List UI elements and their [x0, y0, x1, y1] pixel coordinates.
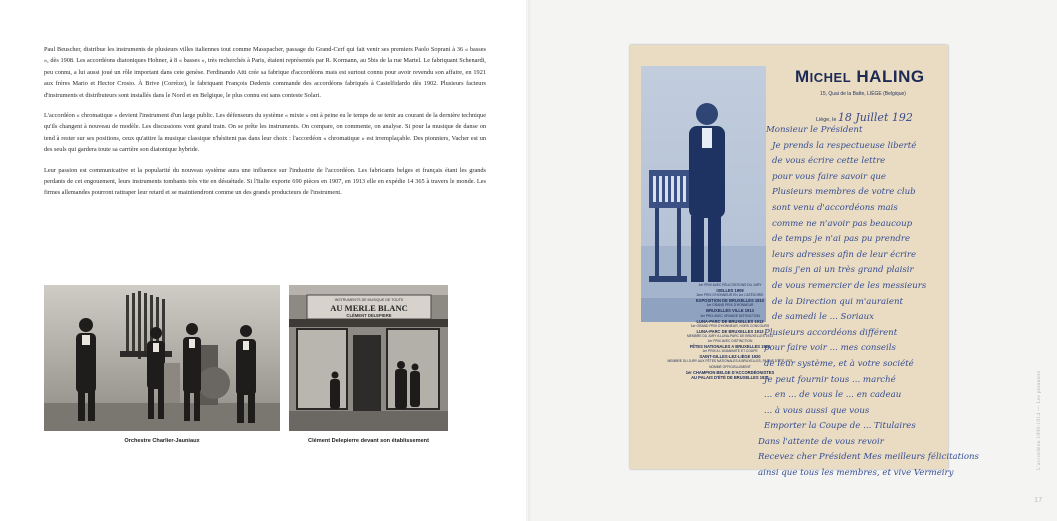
running-head: L'accordéon 1890-1914 — Les pionniers — [1036, 370, 1042, 470]
paragraph-3: Leur passion est communicative et la popularité du nouveau système aura une influence sur l'industrie de l'accordéon. Les fabricants belges et français étant les grands perdants de cet engouement, leurs instruments tombants très vite en désuétude. Si l'Italie exporte 690 pièces en 1907, en 1913 elle en expédie 14 365 à travers le monde. Les firmes allemandes pourront rattraper leur retard et se maintiendront comme un des grands producteurs de l'instrument. — [44, 166, 486, 197]
handwritten-line: mais j'en ai un très grand plaisir — [772, 265, 914, 276]
body-text — [44, 44, 486, 208]
handwritten-line: Monsieur le Président — [766, 125, 863, 135]
handwritten-text — [758, 123, 979, 482]
award-item: 3me PRIX D'HONNEUR EN 1re CATÉGORIE EXPOSITION DE BRUXELLES 1910 — [695, 293, 765, 304]
letterhead-address: 15, Quai de la Batte, LIÈGE (Belgique) — [820, 91, 906, 97]
book-gutter — [526, 0, 532, 521]
letter-date-prefix: Liège, le — [816, 117, 837, 123]
letter-date-handwritten: 18 Juillet 192 — [837, 111, 913, 124]
award-item: MEMBRE DU JURY AUX FÊTES NATIONALES A BRUXELLES, PALAIS D'ÉTÉ 1921 — [667, 359, 793, 364]
page-number: 17 — [1034, 495, 1043, 504]
orchestra-photo — [44, 285, 280, 431]
letterhead-name — [795, 67, 925, 87]
award-item: 1er PRIX AVEC FÉLICITATIONS DU JURY IXELLES 1909 — [698, 283, 762, 294]
shop-photo — [289, 285, 448, 431]
orchestra-caption: Orchestre Charlier-Jauniaux — [124, 438, 200, 444]
handwritten-line: pour vous faire savoir que — [772, 171, 887, 182]
handwritten-line: Plusieurs accordéons différent — [764, 327, 898, 338]
handwritten-line: ... à vous aussi que vous — [764, 405, 870, 416]
handwritten-line: de temps je n'ai pas pu prendre — [772, 234, 911, 245]
handwritten-line: Plusieurs membres de votre club — [772, 187, 916, 198]
handwritten-line: pour faire voir ... mes conseils — [764, 343, 896, 354]
handwritten-line: de leur système, et à votre société — [764, 358, 914, 369]
handwritten-line: sont venu d'accordéons mais — [772, 202, 898, 213]
award-item: 1er PRIX A L'UNANIMITÉ ET COUPE SAINT-GILLES-LEZ-LIÈGE 1920 — [699, 349, 761, 360]
shop-photo-image — [289, 285, 448, 431]
letterhead-firstname-rest: ICHEL — [809, 70, 852, 85]
paragraph-2: L'accordéon « chromatique » devient l'instrument d'un large public. Les défenseurs du système « mixte » ont à peine eu le temps de se tenir au courant de la dernière technique qu'ils changent à nouveau de modèle. Les discussions vont grand train. On se prête les instruments. On compare, on commente, on analyse. Si pour la musique de danse on tend à rester sur ses positions, ceux qu'attire la musique classique n'hésitent pas dans leur choix : l'accordéon « chromatique » est irremplaçable. Des pionniers, Vacher est un des seuls qui gardera toute sa carrière son diatonique hybride. — [44, 112, 486, 154]
award-item: 1er GRAND PRIX D'HONNEUR, HORS CONCOURS LUNA-PARC DE BRUXELLES 1913 — [690, 323, 770, 334]
award-item: AU PALAIS D'ÉTÉ DE BRUXELLES 1921 — [691, 374, 769, 380]
handwritten-line: leurs adresses afin de leur écrire — [772, 249, 917, 260]
shop-sign-owner: CLÉMENT DELEPIERE — [346, 313, 392, 318]
letterhead-initial: M — [795, 67, 810, 86]
handwritten-line: Dans l'attente de vous revoir — [758, 436, 884, 447]
handwritten-line: ainsi que tous les membres, et vive Vermeiry — [758, 468, 954, 479]
handwritten-line: Je peut fournir tous ... marché — [764, 374, 896, 385]
award-item: 1er GRAND PRIX D'HONNEUR BRUXELLES VILLE 1913 — [706, 303, 754, 314]
shop-caption: Clément Delepierre devant son établissement — [308, 438, 429, 444]
handwritten-line: de vous remercier de les messieurs — [772, 280, 927, 291]
handwritten-line: Emporter la Coupe de ... Titulaires — [764, 421, 916, 432]
handwritten-line: comme ne n'avoir pas beaucoup — [772, 218, 913, 229]
award-item: 1er PRIX AVEC DISTINCTION FÊTES NATIONALES A BRUXELLES 1920 — [689, 339, 771, 350]
haling-letter — [630, 45, 979, 479]
letterhead-surname: HALING — [856, 67, 925, 86]
handwritten-line: de samedi le ... Soriaux — [772, 312, 874, 323]
paragraph-1: Paul Beuscher, distribue les instruments de plusieurs villes italiennes tout comme Masspacher, passage du Grand-Cerf qui fait venir ses premiers Paolo Soprani à 36 « basses », dès 1908. Les accordéons diatoniques Hohner, à 8 « basses », très recherchés à Paris, étaient représentés par R. Kormann, au 5bis de la rue Martel. Le fabriquant Schenardi, peu connu, a lui aussi joué un rôle important dans cete genèse. Ferdinando Atti crée sa fabrique d'accordéons mais est surtout connu pour avoir revendu son affaire, en 1921 aux frères Mario et Hector Crosio. À Brive (Corrèze), le fabriquant François Dedenis commande des accordéons fabriqués à Castelfidardo dès 1902. Plusieurs facteurs d'instruments et distributeurs sont installés dans le Nord et en Belgique, le plus connu est sans conteste Solari. — [44, 46, 486, 99]
award-item: MEMBRE DU JURY A LUNA-PARC DE BRUXELLES 1913 — [686, 333, 774, 338]
award-item: 1er PRIX AVEC GRANDE DISTINCTION LUNA-PARC DE BRUXELLES 1913 — [696, 313, 764, 324]
handwritten-line: de la Direction qui m'auraient — [772, 296, 903, 307]
handwritten-line: Je prends la respectueuse liberté — [772, 140, 917, 151]
orchestra-photo-image — [44, 285, 280, 431]
handwritten-line: de vous écrire cette lettre — [772, 156, 886, 167]
award-item: NOMMÉ OFFICIELLEMENT 1er CHAMPION BELGE D'ACCORDÉONISTES — [685, 364, 775, 375]
handwritten-line: Recevez cher Président Mes meilleurs félicitations — [758, 452, 979, 463]
shop-sign-small: INSTRUMENTS DE MUSIQUE DE TOUTE — [334, 298, 404, 302]
shop-sign-main: AU MERLE BLANC — [330, 303, 408, 313]
handwritten-line: ... en ... de vous le ... en cadeau — [764, 390, 902, 401]
